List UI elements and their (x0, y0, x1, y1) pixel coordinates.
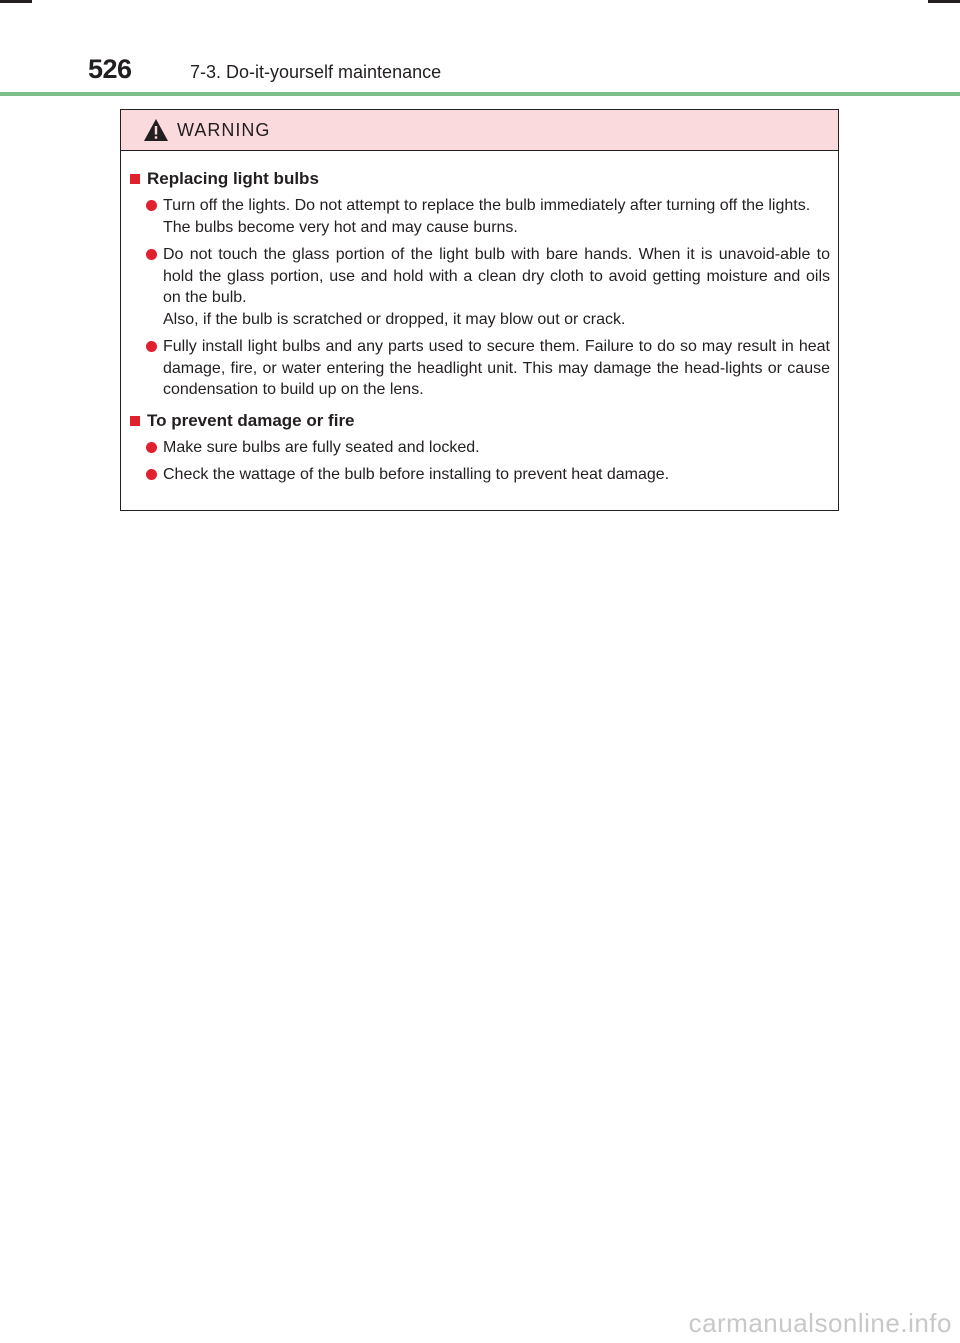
bullet-list (129, 195, 830, 401)
circle-bullet-icon (146, 200, 157, 211)
topic-heading (129, 409, 830, 433)
warning-box (120, 109, 839, 511)
list-item (129, 437, 830, 459)
warning-body (121, 151, 838, 510)
topic-heading-text: Replacing light bulbs (147, 169, 319, 188)
bullet-text: Check the wattage of the bulb before installing to prevent heat damage. (163, 466, 670, 483)
topic-heading (129, 167, 830, 191)
bullet-text: Make sure bulbs are fully seated and locked. (163, 438, 480, 456)
warning-triangle-icon (143, 118, 169, 142)
bullet-list (129, 437, 830, 486)
page-number: 526 (88, 54, 132, 84)
circle-bullet-icon (146, 469, 157, 480)
header-rule (0, 92, 960, 96)
list-item (129, 244, 830, 330)
topic-heading-text: To prevent damage or fire (147, 410, 355, 430)
crop-mark-right (928, 0, 960, 3)
circle-bullet-icon (146, 249, 157, 260)
bullet-text: The bulbs become very hot and may cause burns. (163, 218, 518, 236)
list-item (129, 464, 830, 486)
list-item (129, 336, 830, 401)
circle-bullet-icon (146, 442, 157, 453)
circle-bullet-icon (146, 341, 157, 352)
bullet-text: Turn off the lights. Do not attempt to replace the bulb immediately after turning off the lights. (163, 197, 811, 214)
square-bullet-icon (130, 416, 140, 426)
topic-prevent-damage-or-fire (129, 409, 830, 486)
watermark: carmanualsonline.info (688, 1308, 952, 1338)
square-bullet-icon (130, 174, 140, 184)
topic-replacing-light-bulbs (129, 167, 830, 401)
bullet-text: Do not touch the glass portion of the light bulb with bare hands. When it is unavoid-able to hold the glass portion, use and hold with a clean dry cloth to avoid getting moisture and oils on the bulb. (163, 246, 830, 306)
warning-header (121, 110, 838, 151)
bullet-text: Fully install light bulbs and any parts used to secure them. Failure to do so may result in heat damage, fire, or water entering the headlight unit. This may damage the head-lights or cause condensation to build up on the lens. (163, 338, 830, 398)
section-title: 7-3. Do-it-yourself maintenance (190, 62, 442, 82)
page-header (88, 52, 938, 92)
bullet-text: Also, if the bulb is scratched or dropped, it may blow out or crack. (163, 310, 626, 328)
warning-title: WARNING (177, 120, 271, 140)
list-item (129, 195, 830, 238)
crop-mark-left (0, 0, 32, 3)
